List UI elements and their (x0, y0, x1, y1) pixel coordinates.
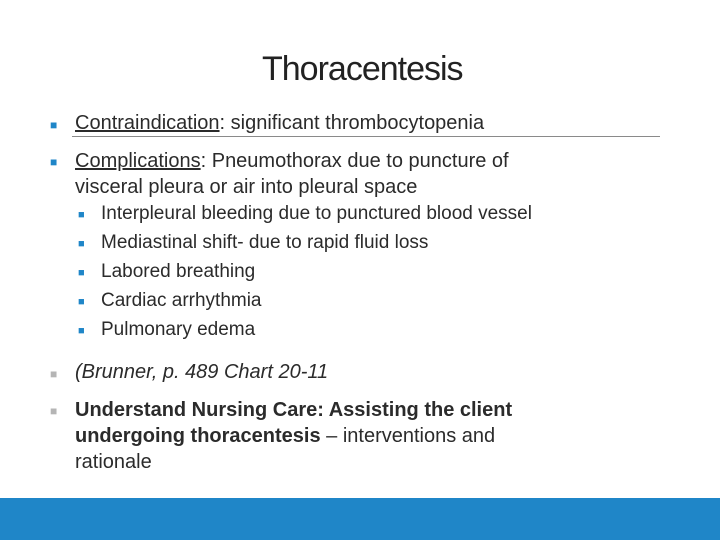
reference-text: (Brunner, p. 489 Chart 20-11 (75, 361, 329, 383)
bullet-square-icon: ■ (50, 367, 58, 381)
bullet-square-icon: ■ (50, 118, 58, 132)
sub-bullet-square-icon: ■ (78, 267, 85, 279)
bullet-square-icon: ■ (50, 155, 58, 169)
nursing-care-bold: undergoing thoracentesis (75, 425, 321, 447)
contraindication-line (75, 111, 484, 135)
nursing-care-line-2 (75, 424, 495, 448)
sub-item: Mediastinal shift- due to rapid fluid loss (101, 232, 429, 253)
sub-bullet-square-icon: ■ (78, 209, 85, 221)
sub-item: Pulmonary edema (101, 319, 256, 340)
contraindication-label: Contraindication (75, 112, 220, 134)
sub-bullet-square-icon: ■ (78, 325, 85, 337)
complications-label: Complications (75, 150, 201, 172)
footer-bar (0, 498, 720, 540)
bullet-square-icon: ■ (50, 404, 58, 418)
nursing-care-line-3: rationale (75, 451, 152, 473)
sub-item: Cardiac arrhythmia (101, 290, 262, 311)
nursing-care-rest: – interventions and (320, 425, 496, 447)
sub-item: Interpleural bleeding due to punctured blood vessel (101, 203, 532, 224)
contraindication-text: : significant thrombocytopenia (219, 112, 485, 134)
sub-bullet-square-icon: ■ (78, 238, 85, 250)
complications-line-2: visceral pleura or air into pleural space (75, 176, 418, 198)
complications-line-1 (75, 149, 509, 173)
complications-text: : Pneumothorax due to puncture of (200, 150, 509, 172)
divider-line (72, 136, 660, 137)
sub-item: Labored breathing (101, 261, 256, 282)
nursing-care-line-1: Understand Nursing Care: Assisting the client (75, 399, 513, 421)
sub-bullet-square-icon: ■ (78, 296, 85, 308)
slide-title: Thoracentesis (262, 50, 463, 88)
